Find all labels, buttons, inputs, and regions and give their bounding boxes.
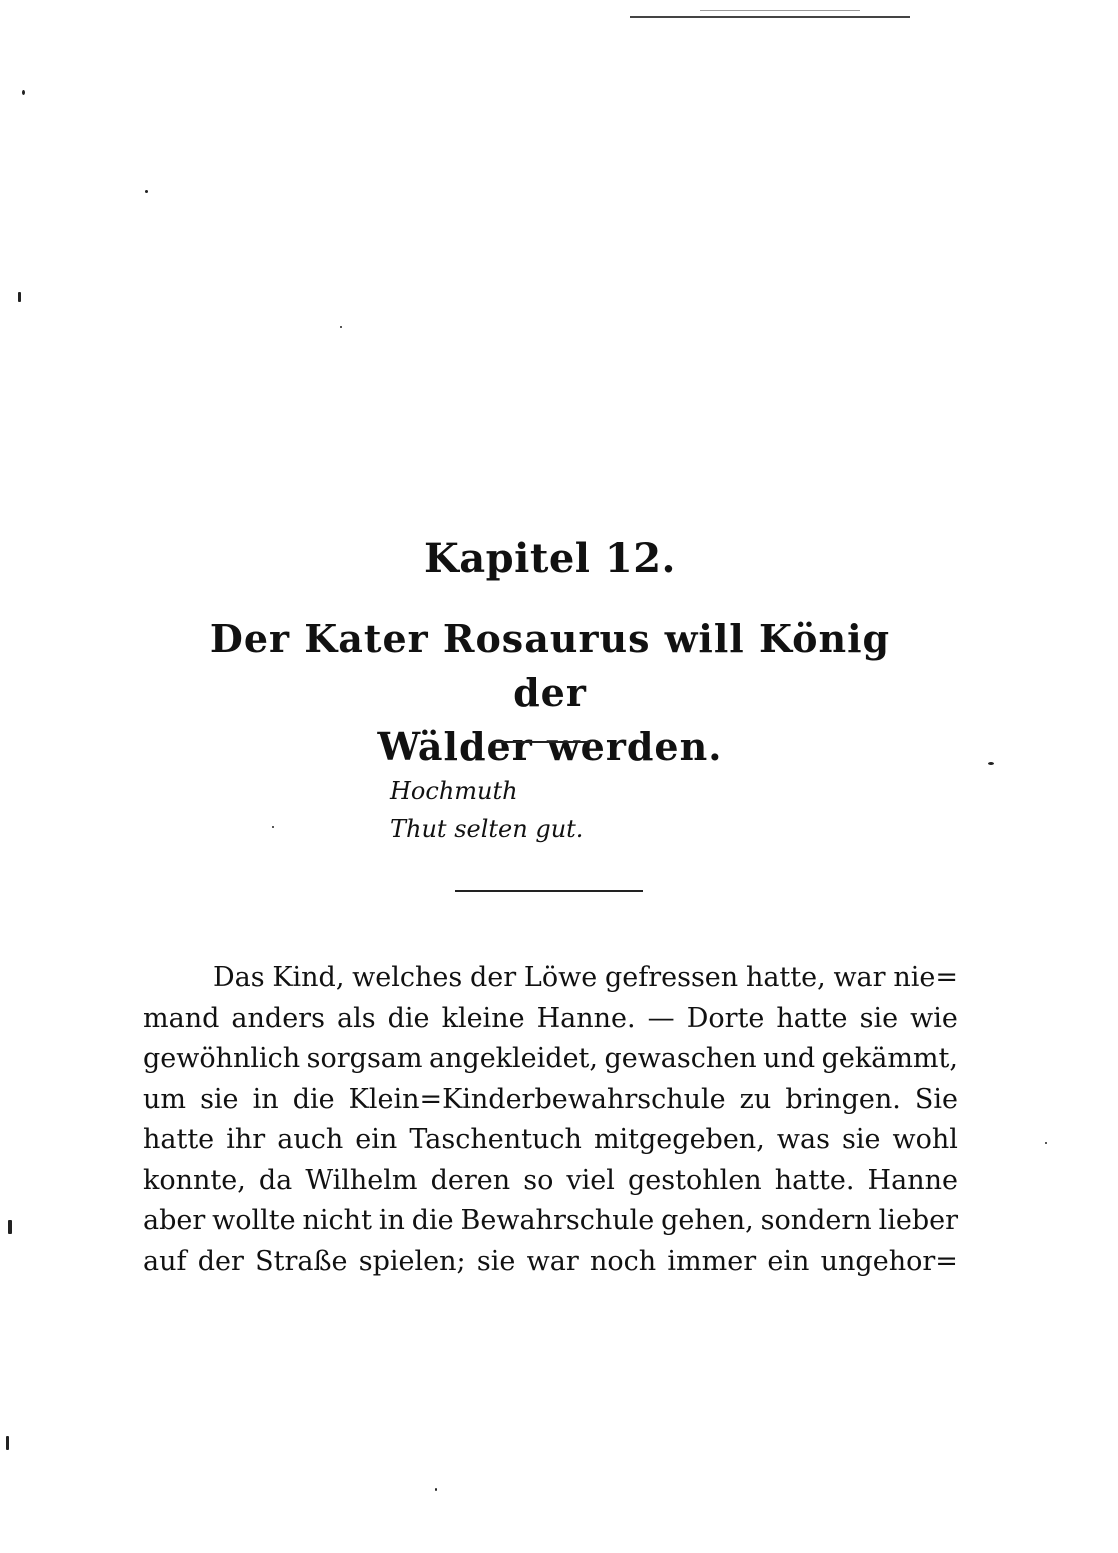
body-word: der	[197, 1245, 244, 1277]
body-word: hatte	[776, 1002, 848, 1034]
body-word: ein	[355, 1124, 398, 1155]
body-word: gehen,	[661, 1205, 754, 1236]
body-word: Taschentuch	[409, 1124, 582, 1155]
chapter-title-line: Wälder werden.	[377, 724, 723, 769]
scan-speck	[22, 90, 25, 95]
body-line	[143, 958, 958, 999]
body-word: bringen.	[785, 1083, 901, 1115]
body-word: ungehor=	[820, 1245, 958, 1277]
body-word: um	[143, 1083, 186, 1115]
top-edge-rule-faint	[700, 10, 860, 11]
body-word: war	[833, 962, 886, 993]
top-edge-rule	[630, 16, 910, 18]
body-word: Klein=Kinderbewahrschule	[348, 1083, 726, 1115]
scan-speck	[8, 1220, 12, 1234]
body-word: hatte.	[774, 1164, 855, 1196]
body-word: Wilhelm	[305, 1164, 418, 1196]
motto	[390, 772, 583, 848]
body-word: mitgegeben,	[593, 1124, 765, 1155]
body-word: sie	[859, 1002, 899, 1034]
scan-speck	[6, 1436, 9, 1450]
body-line	[143, 1161, 958, 1202]
scan-speck	[272, 826, 274, 828]
motto-line: Thut selten gut.	[390, 815, 584, 843]
body-line	[143, 1242, 958, 1283]
body-word: da	[258, 1164, 293, 1196]
body-word: —	[647, 1002, 675, 1034]
body-word: mand	[143, 1002, 220, 1034]
body-word: Kind,	[272, 962, 345, 993]
body-word: wohl	[892, 1124, 958, 1155]
body-word: nie=	[893, 962, 958, 993]
body-word: Straße	[255, 1245, 348, 1277]
body-word: anders	[231, 1002, 325, 1034]
body-word: die	[411, 1205, 454, 1236]
body-word: Das	[213, 962, 265, 993]
body-word: sie	[842, 1124, 881, 1155]
body-line	[143, 1080, 958, 1121]
scan-speck	[145, 190, 148, 193]
body-word: sondern	[760, 1205, 872, 1236]
body-word: sorgsam	[306, 1043, 423, 1074]
chapter-number: Kapitel 12.	[424, 535, 676, 582]
body-line	[143, 1120, 958, 1161]
motto-line: Hochmuth	[390, 777, 518, 805]
body-word: sie	[200, 1083, 239, 1115]
scan-speck	[1045, 1142, 1047, 1144]
body-word: aber	[143, 1205, 206, 1236]
body-word: ein	[767, 1245, 810, 1277]
body-word: gewöhnlich	[143, 1043, 301, 1074]
body-word: gestohlen	[628, 1164, 762, 1196]
body-word: Bewahrschule	[460, 1205, 655, 1236]
body-line	[143, 1201, 958, 1242]
chapter-title	[190, 612, 910, 774]
body-word: welches	[352, 962, 463, 993]
body-word: die	[387, 1002, 430, 1034]
scan-speck	[435, 1488, 437, 1491]
body-word: immer	[667, 1245, 757, 1277]
body-word: angekleidet,	[428, 1043, 598, 1074]
body-word: auf	[143, 1245, 187, 1277]
body-word: kleine	[441, 1002, 525, 1034]
scan-speck	[18, 292, 21, 302]
body-paragraph	[143, 958, 958, 1282]
chapter-title-line: Der Kater Rosaurus will König der	[209, 616, 891, 715]
body-word: in	[252, 1083, 279, 1115]
body-word: Hanne.	[536, 1002, 636, 1034]
body-word: hatte,	[745, 962, 826, 993]
body-word: gewaschen	[604, 1043, 757, 1074]
body-word: sie	[476, 1245, 516, 1277]
body-word: gefressen	[604, 962, 739, 993]
scan-speck	[340, 326, 342, 328]
body-word: in	[378, 1205, 405, 1236]
body-word: lieber	[878, 1205, 958, 1236]
body-word: und	[763, 1043, 816, 1074]
body-word: spielen;	[358, 1245, 466, 1277]
body-word: als	[336, 1002, 376, 1034]
scan-speck	[988, 762, 994, 765]
body-word: konnte,	[143, 1164, 246, 1196]
body-word: so	[523, 1164, 554, 1196]
body-word: der	[470, 962, 517, 993]
body-word: die	[292, 1083, 335, 1115]
body-word: wie	[910, 1002, 958, 1034]
body-word: Sie	[914, 1083, 958, 1115]
body-line	[143, 1039, 958, 1080]
body-word: hatte	[143, 1124, 215, 1155]
body-word: ihr	[226, 1124, 266, 1155]
motto-divider	[455, 890, 643, 892]
body-word: Löwe	[523, 962, 598, 993]
body-word: wollte	[212, 1205, 296, 1236]
body-word: Hanne	[867, 1164, 958, 1196]
body-word: deren	[430, 1164, 511, 1196]
body-word: was	[776, 1124, 830, 1155]
body-word: zu	[739, 1083, 772, 1115]
body-word: war	[526, 1245, 579, 1277]
body-word: gekämmt,	[821, 1043, 958, 1074]
body-word: nicht	[302, 1205, 372, 1236]
body-word: viel	[566, 1164, 615, 1196]
body-line	[143, 999, 958, 1040]
body-word: noch	[590, 1245, 657, 1277]
body-word: auch	[277, 1124, 344, 1155]
body-word: Dorte	[686, 1002, 765, 1034]
title-divider	[493, 741, 591, 743]
